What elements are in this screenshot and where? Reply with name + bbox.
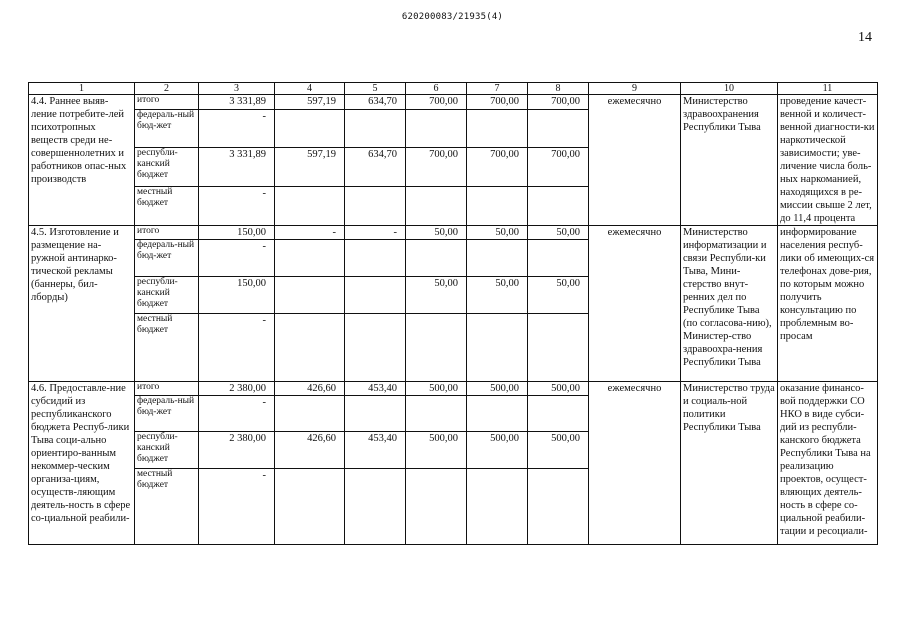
year-cell [528,469,589,545]
year-cell: 700,00 [467,95,528,110]
year-cell [528,314,589,382]
col-num: 8 [528,83,589,95]
year-cell [275,469,345,545]
source-cell: итого [135,95,199,110]
column-number-row [29,83,878,95]
year-cell [345,186,406,225]
year-cell: 634,70 [345,148,406,186]
source-cell: федераль-ный бюд-жет [135,396,199,432]
col-num: 2 [135,83,199,95]
year-cell [345,314,406,382]
year-cell: - [275,226,345,240]
year-cell [467,396,528,432]
source-cell: местный бюджет [135,186,199,225]
table-row [29,95,878,110]
source-cell: республи-канский бюджет [135,432,199,469]
year-cell [528,109,589,147]
executor-cell: Министерство информатизации и связи Республи-ки Тыва, Мини-стерство внут-ренних дел по Республике Тыва (по согласова-нию), Министер-ство здравоохра-нения Республики Тыва [681,226,778,382]
measure-cell: 4.5. Изготовление и размещение на-ружной антинарко-тической рекламы (баннеры, бил-лборды) [29,226,135,382]
year-cell [406,186,467,225]
year-cell: 426,60 [275,432,345,469]
source-cell: местный бюджет [135,314,199,382]
frequency-cell: ежемесячно [589,226,681,382]
result-cell: информирование населения респуб-лики об имеющих-ся телефонах дове-рия, по которым можно получить консультацию по проблемным во-просам [778,226,878,382]
total-cell: - [199,186,275,225]
year-cell: 500,00 [467,382,528,396]
year-cell: 700,00 [528,148,589,186]
year-cell: 597,19 [275,148,345,186]
total-cell: 3 331,89 [199,148,275,186]
year-cell: 597,19 [275,95,345,110]
total-cell: - [199,240,275,277]
year-cell [275,186,345,225]
source-cell: федераль-ный бюд-жет [135,109,199,147]
year-cell [406,396,467,432]
year-cell: 500,00 [528,432,589,469]
table-row [29,226,878,240]
year-cell [275,240,345,277]
total-cell: - [199,469,275,545]
year-cell [275,277,345,314]
total-cell: 2 380,00 [199,382,275,396]
year-cell: 634,70 [345,95,406,110]
year-cell [467,109,528,147]
year-cell: 700,00 [406,95,467,110]
col-num: 1 [29,83,135,95]
frequency-cell: ежемесячно [589,382,681,545]
year-cell [467,314,528,382]
year-cell: 50,00 [406,277,467,314]
year-cell: 700,00 [528,95,589,110]
executor-cell: Министерство труда и социаль-ной политики Республики Тыва [681,382,778,545]
source-cell: итого [135,382,199,396]
total-cell: - [199,396,275,432]
year-cell [528,186,589,225]
col-num: 5 [345,83,406,95]
total-cell: 3 331,89 [199,95,275,110]
total-cell: - [199,109,275,147]
year-cell [528,396,589,432]
executor-cell: Министерство здравоохранения Республики Тыва [681,95,778,226]
year-cell: 50,00 [467,226,528,240]
source-cell: итого [135,226,199,240]
year-cell: 50,00 [406,226,467,240]
year-cell [406,469,467,545]
year-cell [345,240,406,277]
year-cell [467,240,528,277]
col-num: 7 [467,83,528,95]
result-cell: проведение качест-венной и количест-венной диагности-ки наркотической зависимости; уве-личение числа боль-ных наркоманией, находящихся в ре-миссии свыше 2 лет, до 11,4 процента [778,95,878,226]
year-cell [528,240,589,277]
year-cell: 500,00 [406,432,467,469]
year-cell: - [345,226,406,240]
year-cell: 50,00 [467,277,528,314]
table-row [29,382,878,396]
year-cell: 700,00 [406,148,467,186]
source-cell: республи-канский бюджет [135,148,199,186]
year-cell [467,186,528,225]
year-cell [345,277,406,314]
year-cell: 500,00 [528,382,589,396]
total-cell: 150,00 [199,277,275,314]
total-cell: - [199,314,275,382]
col-num: 9 [589,83,681,95]
total-cell: 2 380,00 [199,432,275,469]
year-cell [406,109,467,147]
year-cell [345,469,406,545]
year-cell: 426,60 [275,382,345,396]
total-cell: 150,00 [199,226,275,240]
col-num: 3 [199,83,275,95]
col-num: 10 [681,83,778,95]
year-cell [345,109,406,147]
col-num: 11 [778,83,878,95]
year-cell: 50,00 [528,226,589,240]
source-cell: федераль-ный бюд-жет [135,240,199,277]
year-cell: 500,00 [406,382,467,396]
year-cell: 50,00 [528,277,589,314]
source-cell: местный бюджет [135,469,199,545]
year-cell [467,469,528,545]
year-cell [275,109,345,147]
document-code: 620200083/21935(4) [401,12,504,22]
year-cell [406,314,467,382]
measure-cell: 4.6. Предоставле-ние субсидий из республиканского бюджета Респуб-лики Тыва соци-ально ориентиро-ванным некоммер-ческим организа-циям, осуществ-ляющим деятель-ность в сфере со-циальной реабили- [29,382,135,545]
year-cell: 453,40 [345,432,406,469]
year-cell: 700,00 [467,148,528,186]
col-num: 6 [406,83,467,95]
col-num: 4 [275,83,345,95]
year-cell [406,240,467,277]
year-cell: 453,40 [345,382,406,396]
year-cell: 500,00 [467,432,528,469]
source-cell: республи-канский бюджет [135,277,199,314]
frequency-cell: ежемесячно [589,95,681,226]
year-cell [275,314,345,382]
program-table [28,82,878,545]
year-cell [345,396,406,432]
page-number: 14 [858,30,872,45]
result-cell: оказание финансо-вой поддержки СО НКО в виде субси-дий из республи-канского бюджета Республики Тыва на реализацию проектов, осущест-вляющих деятель-ность в сфере со-циальной реабили-тации и ресоциали- [778,382,878,545]
measure-cell: 4.4. Раннее выяв-ление потребите-лей психотропных веществ среди не-совершеннолетних и работников опас-ных производств [29,95,135,226]
year-cell [275,396,345,432]
